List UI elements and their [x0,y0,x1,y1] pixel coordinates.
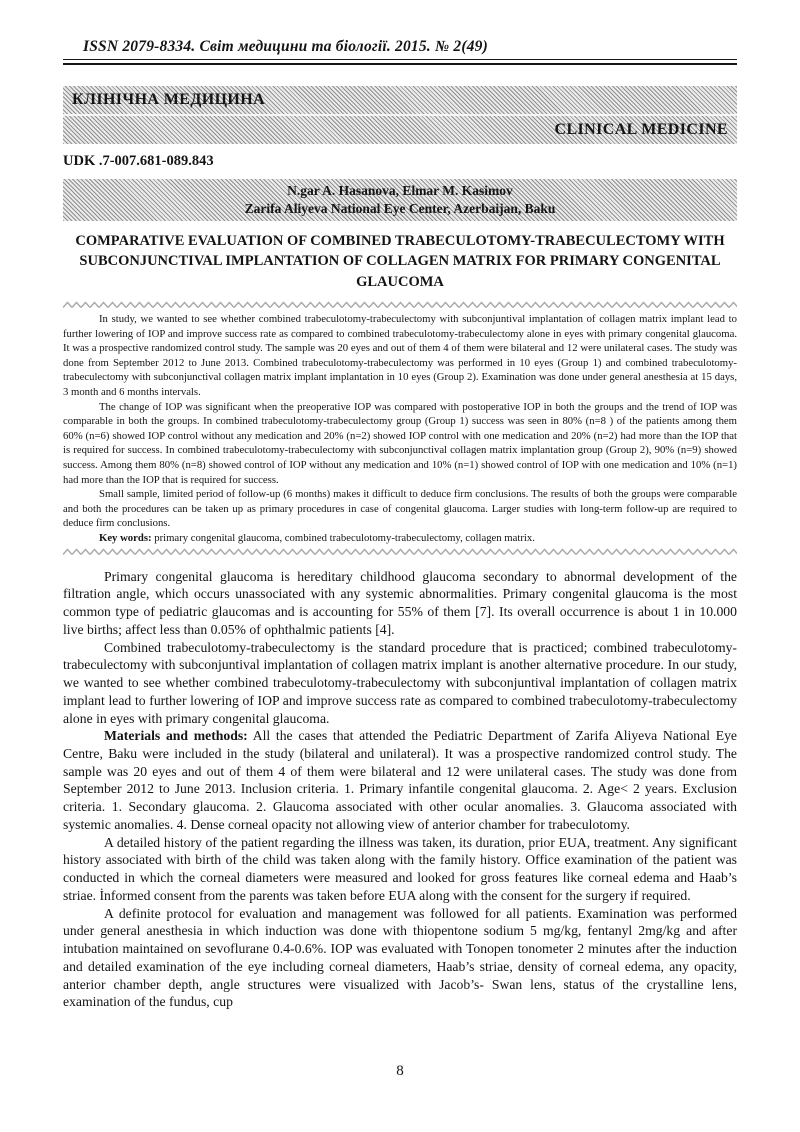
section-title-english: CLINICAL MEDICINE [63,114,737,144]
section-title-ukrainian: КЛІНІЧНА МЕДИЦИНА [72,91,266,108]
header-double-rule [63,59,737,65]
body-paragraph-materials-methods [63,727,737,833]
materials-methods-text: All the cases that attended the Pediatric Department of Zarifa Aliyeva National Eye Centre, Baku were included in the study (bilateral and unilateral). It was a prospective randomized control study. The sample was 20 eyes and out of them 4 of them were bilateral and 12 were unilateral cases. The study was done from September 2012 to June 2013. Inclusion criteria. 1. Primary infantile congenital glaucoma. 2. Age< 2 years. Exclusion criteria. 1. Secondary glaucoma. 2. Glaucoma associated with other ocular anomalies. 3. Glaucoma associated with systemic anomalies. 4. Dense corneal opacity not allowing view of anterior chamber for trabeculotomy. [63,728,737,832]
article-body [63,568,737,1011]
abstract-paragraph: In study, we wanted to see whether combined trabeculotomy-trabeculectomy with subconjuntival implantation of collagen matrix implant lead to further lowering of IOP and improve success rate as compared to combined trabeculotomy-trabeculectomy alone in eyes with primary congenital glaucoma. It was a prospective randomized control study. The sample was 20 eyes and out of them 4 of them were bilateral and 12 were unilateral cases. The study was done from September 2012 to June 2013. Combined trabeculotomy-trabeculectomy was performed in 10 eyes (Group 1) and combined trabeculotomy-trabeculectomy with subconjunctival collagen matrix implant implantation in 10 eyes (Group 2). Examination was done under general anesthesia at 15 days, 3 month and 6 months intervals. [63,312,737,398]
zigzag-divider-top [63,301,737,309]
keywords-text: primary congenital glaucoma, combined trabeculotomy-trabeculectomy, collagen matrix. [151,532,535,545]
abstract-keywords [63,531,737,546]
authors-names: N.gar A. Hasanova, Elmar M. Kasimov [287,183,513,198]
section-banner [63,86,737,144]
abstract-paragraph: Small sample, limited period of follow-up (6 months) makes it difficult to deduce firm conclusions. The results of both the groups were comparable and both the procedures can be taken up as primary procedures in case of congenital glaucoma. Larger studies with long-term follow-up are required to deduce firm conclusions. [63,488,737,530]
body-paragraph-history: A detailed history of the patient regarding the illness was taken, its duration, prior EUA, treatment. Any significant history associated with birth of the child was taken along with the family history. Office examination of the patient was conducted in which the corneal diameters were measured and looked for gross features like corneal edema and Haab’s striae. İnformed consent from the parents was taken before EUA along with the consent for the surgery if required. [63,834,737,903]
body-paragraph-intro: Primary congenital glaucoma is hereditary childhood glaucoma secondary to abnormal development of the filtration angle, which occurs unassociated with any systemic abnormalities. Primary congenital glaucoma is the most common type of pediatric glaucomas and is accounting for 55% of them [7]. Its overall occurrence is about 1 in 10.000 live births; affect less than 0.05% of ophthalmic patients [4]. [63,568,737,637]
journal-issn-header: ISSN 2079-8334. Світ медицини та біології. 2015. № 2(49) [83,38,488,55]
article-title: COMPARATIVE EVALUATION OF COMBINED TRABECULOTOMY-TRABECULECTOMY WITH SUBCONJUNCTIVAL IMPLANTATION OF COLLAGEN MATRIX FOR PRIMARY CONGENITAL GLAUCOMA [75,233,725,290]
keywords-label: Key words: [99,532,152,545]
page-number: 8 [396,1063,404,1079]
materials-methods-label: Materials and methods: [104,728,248,744]
authors-banner [63,179,737,221]
authors-affiliation: Zarifa Aliyeva National Eye Center, Azerbaijan, Baku [244,201,556,216]
body-paragraph-procedure: Combined trabeculotomy-trabeculectomy is the standard procedure that is practiced; combined trabeculotomy-trabeculectomy with subconjuntival implantation of collagen matrix implant is another alternative procedure. In our study, we wanted to see whether combined trabeculotomy-trabeculectomy with subconjuntival implantation of collagen matrix implant lead to further lowering of IOP and improve success rate as compared to combined trabeculotomy-trabeculectomy alone in eyes with primary congenital glaucoma. [63,639,737,726]
abstract-block [63,312,737,546]
zigzag-divider-bottom [63,548,737,556]
body-paragraph-protocol: A definite protocol for evaluation and management was followed for all patients. Examination was performed under general anesthesia in which induction was done with thiopentone sodium 5 mg/kg, fentanyl 2mg/kg and after intubation maintained on sevoflurane 0.4-0.6%. IOP was evaluated with Tonopen tonometer 2 minutes after the induction and detailed examination of the eye including corneal diameters, Haab’s striae, density of corneal edema, any opacity, anterior chamber depth, angle structures were visualized with Jacob’s- Swan lens, status of the crystalline lens, examination of the fundus, cup [63,905,737,1010]
abstract-paragraph: The change of IOP was significant when the preoperative IOP was compared with postoperative IOP in both the groups and the trend of IOP was comparable in both the groups. In combined trabeculotomy-trabeculectomy group (Group 1) success was seen in 80% (n=8 ) of the patients among them 60% (n=6) showed IOP control without any medication and 20% (n=2) showed IOP control with one medication and 20% (n=2) had more than the IOP that is required for success. In combined trabeculotomy-trabeculectomy with subconjunctival collagen matrix implantation group (Group 2), 90% (n=9) showed success. Among them 80% (n=8) showed control of IOP without any medication and 10% (n=1) showed control of IOP with one medication and 10% (n=1) had more than the IOP that is required for success. [63,400,737,486]
udk-code: UDK .7-007.681-089.843 [63,153,214,169]
